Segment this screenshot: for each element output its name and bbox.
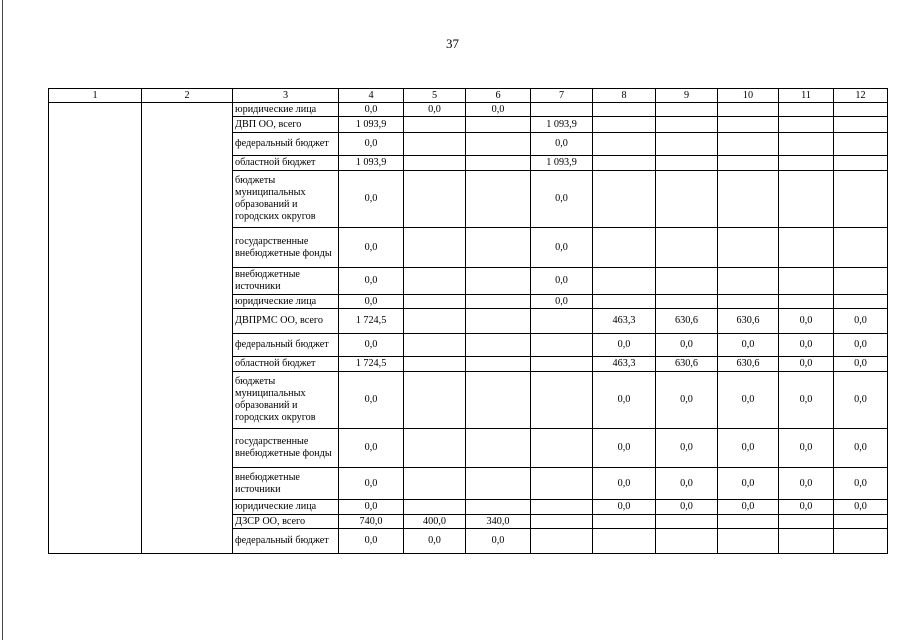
column-header: 5 — [404, 89, 466, 103]
row-label: областной бюджет — [233, 357, 339, 372]
page-edge-line — [2, 0, 3, 640]
value-cell — [656, 529, 718, 554]
value-cell — [779, 228, 834, 268]
value-cell: 0,0 — [834, 334, 888, 357]
value-cell — [718, 171, 779, 228]
column-header: 10 — [718, 89, 779, 103]
value-cell: 0,0 — [718, 372, 779, 429]
row-label: ДЗСР ОО, всего — [233, 515, 339, 529]
value-cell: 0,0 — [718, 429, 779, 468]
value-cell: 0,0 — [656, 500, 718, 515]
value-cell — [718, 515, 779, 529]
value-cell: 1 724,5 — [339, 357, 404, 372]
row-label: ДВП ОО, всего — [233, 117, 339, 133]
value-cell — [834, 228, 888, 268]
value-cell — [466, 171, 531, 228]
value-cell: 0,0 — [466, 529, 531, 554]
value-cell: 0,0 — [339, 429, 404, 468]
value-cell — [718, 529, 779, 554]
merged-cell-col1 — [49, 103, 142, 554]
row-label: юридические лица — [233, 500, 339, 515]
value-cell — [779, 103, 834, 117]
value-cell: 1 093,9 — [531, 117, 593, 133]
merged-cell-col2 — [142, 103, 233, 554]
value-cell — [404, 295, 466, 309]
value-cell — [656, 133, 718, 156]
value-cell: 0,0 — [718, 500, 779, 515]
value-cell — [656, 103, 718, 117]
value-cell — [531, 357, 593, 372]
value-cell — [834, 156, 888, 171]
value-cell — [834, 515, 888, 529]
value-cell — [404, 372, 466, 429]
column-header: 12 — [834, 89, 888, 103]
value-cell: 0,0 — [404, 529, 466, 554]
value-cell: 740,0 — [339, 515, 404, 529]
value-cell — [718, 295, 779, 309]
value-cell — [718, 133, 779, 156]
value-cell — [656, 171, 718, 228]
row-label: бюджеты муниципальных образований и городских округов — [233, 372, 339, 429]
value-cell: 0,0 — [339, 171, 404, 228]
value-cell: 0,0 — [834, 500, 888, 515]
column-header: 6 — [466, 89, 531, 103]
value-cell — [531, 309, 593, 334]
row-label: федеральный бюджет — [233, 133, 339, 156]
value-cell — [466, 309, 531, 334]
value-cell — [718, 117, 779, 133]
value-cell — [593, 133, 656, 156]
value-cell — [404, 156, 466, 171]
value-cell — [779, 515, 834, 529]
value-cell: 463,3 — [593, 357, 656, 372]
value-cell — [779, 529, 834, 554]
column-header: 8 — [593, 89, 656, 103]
value-cell: 0,0 — [718, 468, 779, 500]
value-cell — [656, 117, 718, 133]
value-cell: 0,0 — [466, 103, 531, 117]
value-cell — [593, 156, 656, 171]
value-cell — [466, 500, 531, 515]
value-cell — [718, 228, 779, 268]
value-cell: 0,0 — [339, 228, 404, 268]
value-cell — [718, 103, 779, 117]
value-cell — [404, 228, 466, 268]
value-cell — [593, 529, 656, 554]
column-header: 1 — [49, 89, 142, 103]
value-cell — [656, 515, 718, 529]
value-cell — [779, 117, 834, 133]
value-cell: 0,0 — [656, 429, 718, 468]
value-cell: 0,0 — [339, 268, 404, 295]
value-cell: 630,6 — [718, 309, 779, 334]
value-cell — [593, 171, 656, 228]
value-cell — [531, 468, 593, 500]
value-cell — [466, 429, 531, 468]
value-cell: 0,0 — [404, 103, 466, 117]
value-cell — [834, 103, 888, 117]
value-cell — [466, 133, 531, 156]
value-cell — [718, 156, 779, 171]
row-label: областной бюджет — [233, 156, 339, 171]
value-cell: 0,0 — [339, 103, 404, 117]
value-cell — [404, 309, 466, 334]
value-cell — [404, 500, 466, 515]
value-cell — [466, 357, 531, 372]
value-cell — [834, 117, 888, 133]
value-cell — [531, 500, 593, 515]
value-cell — [531, 515, 593, 529]
column-header: 2 — [142, 89, 233, 103]
value-cell — [466, 468, 531, 500]
value-cell: 1 093,9 — [339, 117, 404, 133]
value-cell: 0,0 — [339, 500, 404, 515]
value-cell — [466, 295, 531, 309]
value-cell — [404, 468, 466, 500]
value-cell — [531, 103, 593, 117]
value-cell — [531, 372, 593, 429]
value-cell: 0,0 — [779, 429, 834, 468]
value-cell — [593, 268, 656, 295]
value-cell — [531, 429, 593, 468]
value-cell: 0,0 — [531, 133, 593, 156]
value-cell: 630,6 — [656, 309, 718, 334]
value-cell: 0,0 — [339, 295, 404, 309]
value-cell: 0,0 — [593, 429, 656, 468]
value-cell — [593, 515, 656, 529]
value-cell: 0,0 — [339, 334, 404, 357]
value-cell: 0,0 — [779, 357, 834, 372]
value-cell: 400,0 — [404, 515, 466, 529]
column-header: 9 — [656, 89, 718, 103]
value-cell — [834, 529, 888, 554]
value-cell: 0,0 — [531, 228, 593, 268]
row-label: государственные внебюджетные фонды — [233, 429, 339, 468]
value-cell — [593, 228, 656, 268]
value-cell — [834, 171, 888, 228]
table-header-row — [49, 89, 888, 103]
value-cell — [656, 268, 718, 295]
value-cell: 630,6 — [718, 357, 779, 372]
row-label: федеральный бюджет — [233, 529, 339, 554]
value-cell — [779, 171, 834, 228]
value-cell — [779, 295, 834, 309]
column-header: 4 — [339, 89, 404, 103]
value-cell — [466, 268, 531, 295]
value-cell: 0,0 — [834, 372, 888, 429]
value-cell — [656, 156, 718, 171]
value-cell — [404, 268, 466, 295]
value-cell — [593, 295, 656, 309]
value-cell: 0,0 — [779, 468, 834, 500]
row-label: государственные внебюджетные фонды — [233, 228, 339, 268]
value-cell — [404, 171, 466, 228]
value-cell: 1 093,9 — [531, 156, 593, 171]
value-cell — [466, 156, 531, 171]
value-cell: 0,0 — [339, 133, 404, 156]
page-number: 37 — [446, 36, 459, 51]
value-cell: 0,0 — [593, 468, 656, 500]
value-cell: 0,0 — [718, 334, 779, 357]
row-label: юридические лица — [233, 103, 339, 117]
value-cell: 0,0 — [834, 468, 888, 500]
value-cell: 0,0 — [593, 372, 656, 429]
value-cell: 0,0 — [531, 171, 593, 228]
row-label: федеральный бюджет — [233, 334, 339, 357]
value-cell: 0,0 — [656, 372, 718, 429]
value-cell — [466, 228, 531, 268]
row-label: внебюджетные источники — [233, 268, 339, 295]
budget-table — [48, 88, 888, 554]
value-cell — [531, 334, 593, 357]
column-header: 3 — [233, 89, 339, 103]
value-cell: 0,0 — [779, 500, 834, 515]
value-cell — [404, 357, 466, 372]
value-cell: 0,0 — [834, 357, 888, 372]
value-cell — [834, 295, 888, 309]
value-cell: 0,0 — [779, 334, 834, 357]
table-row — [49, 103, 888, 117]
value-cell — [404, 133, 466, 156]
column-header: 7 — [531, 89, 593, 103]
row-label: ДВПРМС ОО, всего — [233, 309, 339, 334]
value-cell: 0,0 — [834, 309, 888, 334]
column-header: 11 — [779, 89, 834, 103]
value-cell — [834, 268, 888, 295]
row-label: юридические лица — [233, 295, 339, 309]
value-cell — [404, 117, 466, 133]
value-cell: 630,6 — [656, 357, 718, 372]
value-cell: 0,0 — [779, 309, 834, 334]
value-cell: 0,0 — [779, 372, 834, 429]
value-cell — [656, 228, 718, 268]
value-cell: 0,0 — [656, 468, 718, 500]
value-cell: 0,0 — [531, 295, 593, 309]
value-cell — [656, 295, 718, 309]
value-cell — [466, 372, 531, 429]
value-cell: 0,0 — [656, 334, 718, 357]
value-cell: 0,0 — [339, 529, 404, 554]
value-cell — [466, 334, 531, 357]
value-cell: 340,0 — [466, 515, 531, 529]
value-cell: 0,0 — [339, 468, 404, 500]
row-label: внебюджетные источники — [233, 468, 339, 500]
value-cell — [531, 529, 593, 554]
value-cell — [718, 268, 779, 295]
value-cell — [404, 429, 466, 468]
value-cell: 0,0 — [531, 268, 593, 295]
value-cell — [834, 133, 888, 156]
value-cell — [779, 268, 834, 295]
value-cell: 0,0 — [339, 372, 404, 429]
value-cell: 0,0 — [834, 429, 888, 468]
value-cell: 0,0 — [593, 500, 656, 515]
value-cell — [466, 117, 531, 133]
value-cell: 463,3 — [593, 309, 656, 334]
value-cell — [593, 103, 656, 117]
value-cell: 0,0 — [593, 334, 656, 357]
value-cell — [404, 334, 466, 357]
value-cell: 1 093,9 — [339, 156, 404, 171]
value-cell — [779, 156, 834, 171]
value-cell: 1 724,5 — [339, 309, 404, 334]
value-cell — [593, 117, 656, 133]
row-label: бюджеты муниципальных образований и городских округов — [233, 171, 339, 228]
value-cell — [779, 133, 834, 156]
